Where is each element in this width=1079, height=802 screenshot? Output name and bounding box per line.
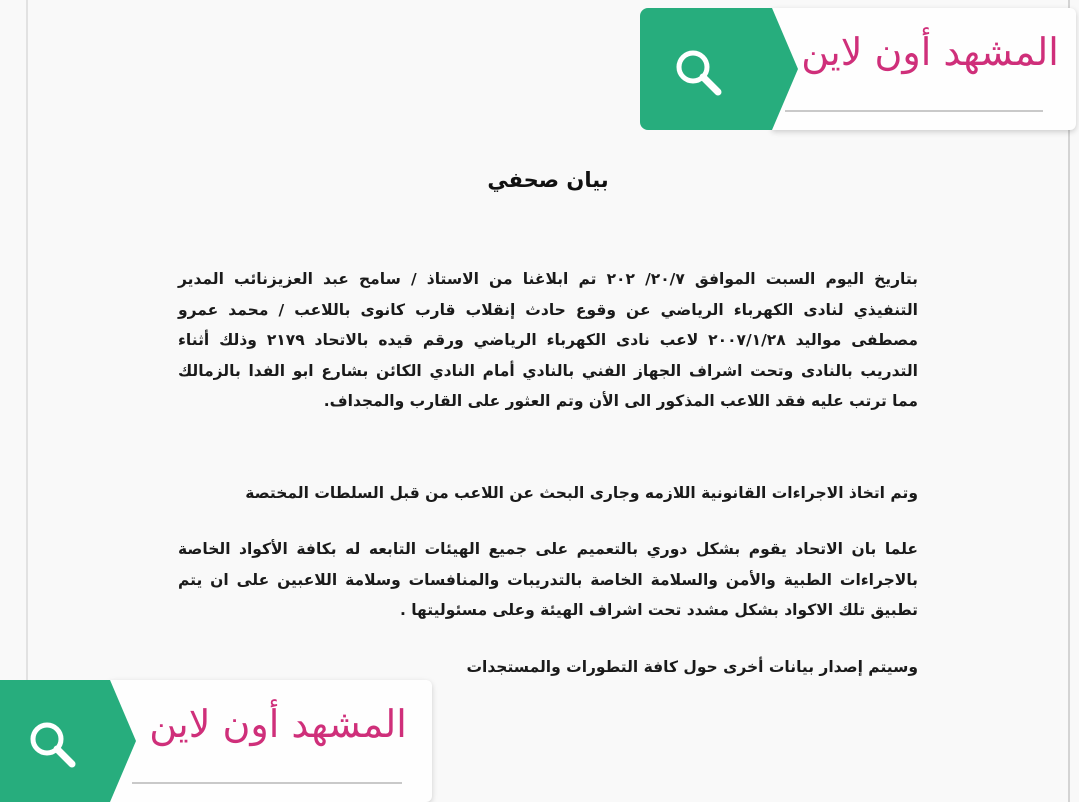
search-icon	[22, 714, 82, 774]
watermark-underline	[785, 110, 1043, 112]
paragraph-legal-actions: وتم اتخاذ الاجراءات القانونية اللازمه وجارى البحث عن اللاعب من قبل السلطات المختصة	[245, 484, 918, 502]
watermark-badge-bottom	[0, 680, 432, 802]
paragraph-safety-codes: علما بان الاتحاد يقوم بشكل دوري بالتعميم على جميع الهيئات التابعه له بكافة الأكواد الخاصة بالاجراءات الطبية والأمن والسلامة الخاصة بالتدريبات والمنافسات وسلامة اللاعبين على ان يتم تطبيق تلك الاكواد بشكل مشدد تحت اشراف الهيئة وعلى مسئوليتها .	[178, 540, 918, 619]
search-icon	[668, 42, 728, 102]
watermark-label: المشهد أون لاين	[149, 702, 407, 746]
document-title: بيان صحفي	[487, 168, 609, 192]
paragraph-incident: بتاريخ اليوم السبت الموافق ٢٠/٧/ ٢٠٢ تم ابلاغنا من الاستاذ / سامح عبد العزيزنائب المدير التنفيذي لنادى الكهرباء الرياضي عن وقوع حادث إنقلاب قارب كانوى باللاعب / محمد عمرو مصطفى مواليد ٢٠٠٧/١/٢٨ لاعب نادى الكهرباء الرياضي ورقم قيده بالاتحاد ٢١٧٩ وذلك أثناء التدريب بالنادى وتحت اشراف الجهاز الفني بالنادي أمام النادي الكائن بشارع ابو الفدا بالزمالك مما ترتب عليه فقد اللاعب المذكور الى الأن وتم العثور على القارب والمجداف.	[178, 270, 919, 410]
watermark-badge-top	[640, 8, 1076, 130]
watermark-underline	[132, 782, 402, 784]
watermark-label: المشهد أون لاين	[801, 30, 1059, 74]
paragraph-further-statements: وسيتم إصدار بيانات أخرى حول كافة التطورات والمستجدات	[466, 658, 918, 676]
